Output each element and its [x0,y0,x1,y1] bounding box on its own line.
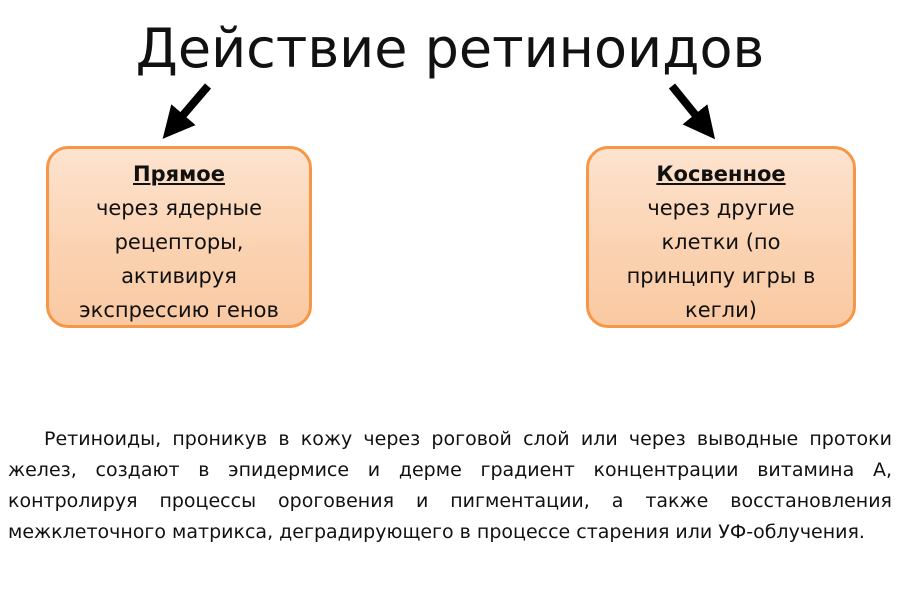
diagram-title: Действие ретиноидов [135,17,765,80]
node-indirect-heading: Косвенное [656,162,786,186]
arrow-to-indirect [672,86,706,128]
node-indirect-text: через другие клетки (по принципу игры в кегли) [626,196,816,322]
description-paragraph: Ретиноиды, проникув в кожу через роговой слой или через выводные протоки желез, создают в эпидермисе и дерме градиент концентрации витамина А, контролируя процессы ороговения и пигментации, а также восстановления межклеточного матрикса, деградирующего в процессе старения или УФ-облучения. [8,428,892,543]
arrow-to-direct [172,86,208,128]
node-indirect [586,146,856,328]
arrows-layer [0,0,900,160]
node-direct-heading: Прямое [133,162,225,186]
node-direct [46,146,312,328]
node-direct-text: через ядерные рецепторы, активируя экспрессию генов [79,196,279,322]
